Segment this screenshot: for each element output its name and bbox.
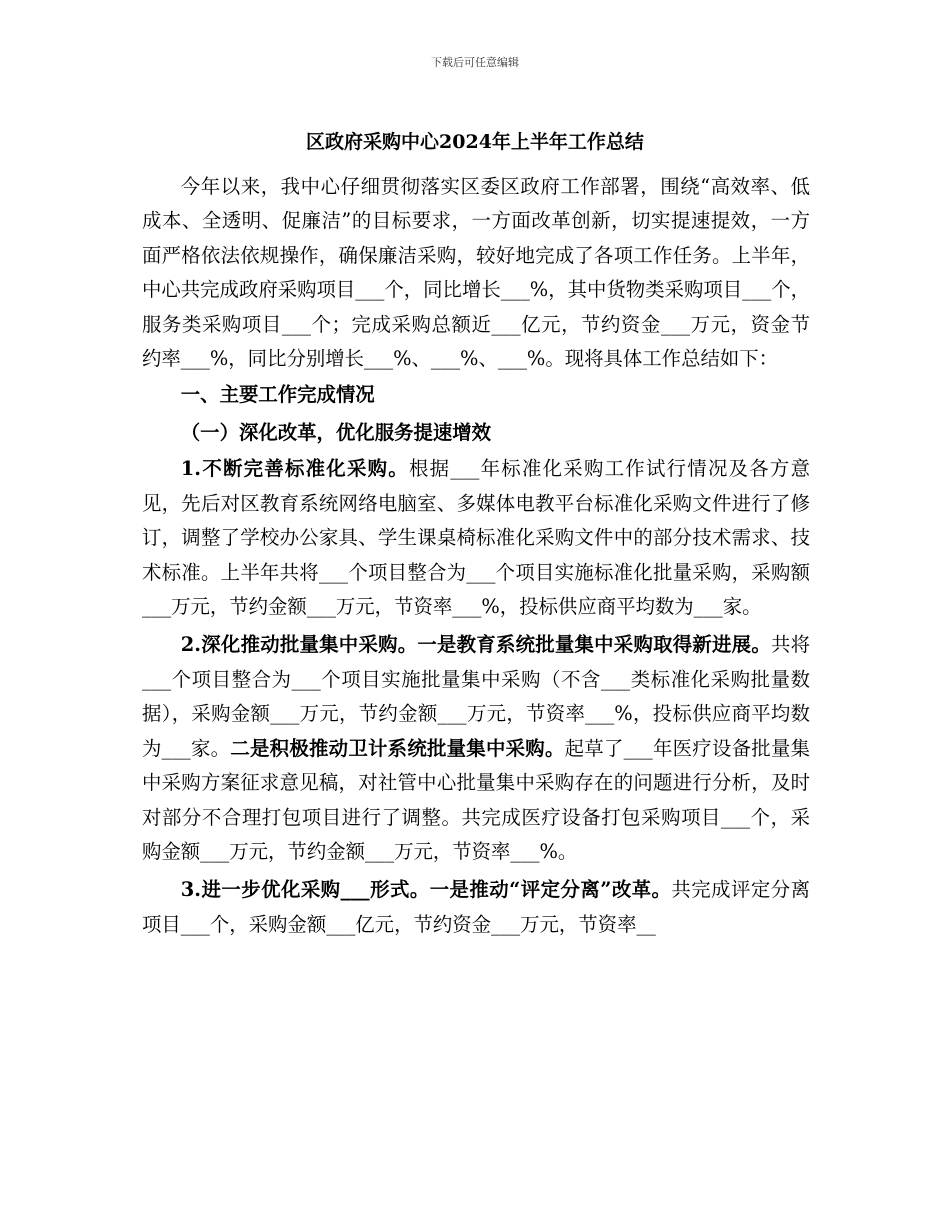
- item-2-sub1-body: 共将___个项目整合为___个项目实施批量集中采购（不含___类标准化采购批量数据），采购金额___万元，节约金额___万元，节资率___%，投标供应商平均数为___家。: [142, 633, 811, 760]
- item-1-paragraph: [142, 452, 810, 624]
- section-heading: 一、主要工作完成情况: [180, 383, 375, 407]
- item-1-title: 1.不断完善标准化采购。: [180, 457, 409, 481]
- item-3-sub1-title: 一是推动“评定分离”改革。: [429, 878, 672, 902]
- subsection-heading: （一）深化改革，优化服务提速增效: [180, 421, 492, 445]
- item-2-title: 2.深化推动批量集中采购。: [180, 633, 418, 657]
- item-2-sub2-title: 二是积极推动卫计系统批量集中采购。: [230, 736, 565, 760]
- page-header-note: 下载后可任意编辑: [431, 56, 519, 69]
- item-3-sub1-body: 共完成评定分离项目___个，采购金额___亿元，节约资金___万元，节资率__: [142, 878, 810, 936]
- item-2-sub1-title: 一是教育系统批量集中采购取得新进展。: [417, 633, 771, 657]
- item-3-title: 3.进一步优化采购___形式。: [180, 878, 430, 902]
- item-2-paragraph: [142, 628, 810, 869]
- document-title: 区政府采购中心2024年上半年工作总结: [306, 131, 644, 153]
- item-1-body: 根据___年标准化采购工作试行情况及各方意见，先后对区教育系统网络电脑室、多媒体电教平台标准化采购文件进行了修订，调整了学校办公家具、学生课桌椅标准化采购文件中的部分技术需求、技术标准。上半年共将___个项目整合为___个项目实施标准化批量采购，采购额___万元，节约金额___万元，节资率___%，投标供应商平均数为___家。: [142, 457, 810, 619]
- item-2-sub2-body: 起草了___年医疗设备批量集中采购方案征求意见稿，对社管中心批量集中采购存在的问题进行分析，及时对部分不合理打包项目进行了调整。共完成医疗设备打包采购项目___个，采购金额___万元，节约金额___万元，节资率___%。: [142, 736, 810, 863]
- item-3-paragraph: [142, 873, 810, 942]
- intro-paragraph: 今年以来，我中心仔细贯彻落实区委区政府工作部署，围绕“高效率、低成本、全透明、促廉洁”的目标要求，一方面改革创新，切实提速提效，一方面严格依法依规操作，确保廉洁采购，较好地完成了各项工作任务。上半年，中心共完成政府采购项目___个，同比增长___%，其中货物类采购项目___个，服务类采购项目___个；完成采购总额近___亿元，节约资金___万元，资金节约率___%，同比分别增长___%、___%、___%。现将具体工作总结如下：: [142, 175, 811, 371]
- document-body: [142, 170, 810, 942]
